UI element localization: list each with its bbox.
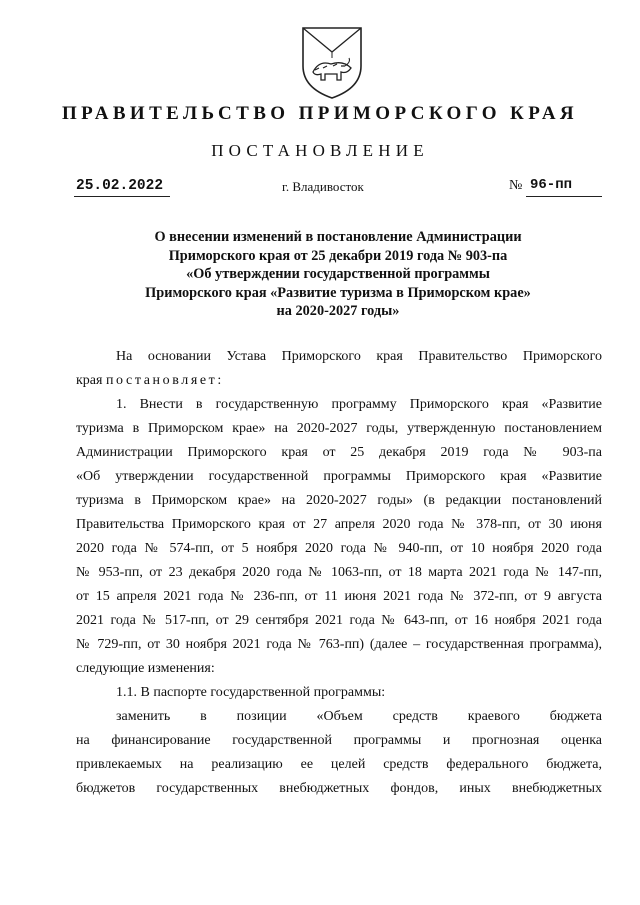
decree-number-label: №	[509, 178, 523, 193]
title-line: «Об утверждении государственной программы	[186, 266, 490, 282]
body-line: № 953-пп, от 23 декабря 2020 года № 1063-пп, от 18 марта 2021 года № 147-пп,	[76, 565, 602, 580]
decree-number: 96-пп	[530, 177, 573, 193]
date-underline	[74, 196, 170, 197]
number-underline	[526, 196, 602, 197]
body-line: заменить в позиции «Объем средств краевого бюджета	[116, 709, 602, 724]
body-line: 1. Внести в государственную программу Приморского края «Развитие	[116, 397, 602, 412]
decree-date: 25.02.2022	[76, 178, 164, 194]
coat-of-arms-emblem	[297, 22, 367, 100]
decree-title	[100, 228, 576, 321]
body-line: «Об утверждении государственной программы Приморского края «Развитие	[76, 469, 602, 484]
body-line	[76, 369, 602, 393]
body-line: № 729-пп, от 30 ноября 2021 года № 763-пп) (далее – государственная программа),	[76, 637, 602, 652]
title-line: О внесении изменений в постановление Администрации	[154, 229, 522, 245]
body-text: края	[76, 373, 106, 388]
body-line: на финансирование государственной программы и прогнозная оценка	[76, 733, 602, 748]
decree-body	[76, 345, 602, 801]
title-line: на 2020-2027 годы»	[276, 303, 400, 319]
body-line: Администрации Приморского края от 25 декабря 2019 года № 903-па	[76, 445, 602, 460]
body-line: На основании Устава Приморского края Правительство Приморского	[116, 349, 602, 364]
body-line: туризма в Приморском крае» на 2020-2027 годы, утвержденную постановлением	[76, 421, 602, 436]
body-line: 2020 года № 574-пп, от 5 ноября 2020 года № 940-пп, от 10 ноября 2020 года	[76, 541, 602, 556]
body-line: следующие изменения:	[76, 661, 215, 676]
decree-city: г. Владивосток	[282, 179, 364, 194]
body-line: Правительства Приморского края от 27 апреля 2020 года № 378-пп, от 30 июня	[76, 517, 602, 532]
body-line: бюджетов государственных внебюджетных фондов, иных внебюджетных	[76, 781, 602, 796]
resolves-word: постановляет:	[105, 373, 224, 388]
body-line: туризма в Приморском крае» на 2020-2027 годы» (в редакции постановлений	[76, 493, 602, 508]
document-type-heading: ПОСТАНОВЛЕНИЕ	[211, 141, 429, 160]
title-line: Приморского края «Развитие туризма в Приморском крае»	[145, 284, 531, 301]
government-heading: ПРАВИТЕЛЬСТВО ПРИМОРСКОГО КРАЯ	[61, 103, 579, 124]
body-line: 2021 года № 517-пп, от 29 сентября 2021 года № 643-пп, от 16 ноября 2021 года	[76, 613, 602, 628]
title-line: Приморского края от 25 декабри 2019 года № 903-па	[168, 247, 508, 264]
body-line: привлекаемых на реализацию ее целей средств федерального бюджета,	[76, 757, 602, 772]
body-line: 1.1. В паспорте государственной программы:	[116, 685, 386, 700]
body-line: от 15 апреля 2021 года № 236-пп, от 11 июня 2021 года № 372-пп, от 9 августа	[76, 589, 602, 604]
